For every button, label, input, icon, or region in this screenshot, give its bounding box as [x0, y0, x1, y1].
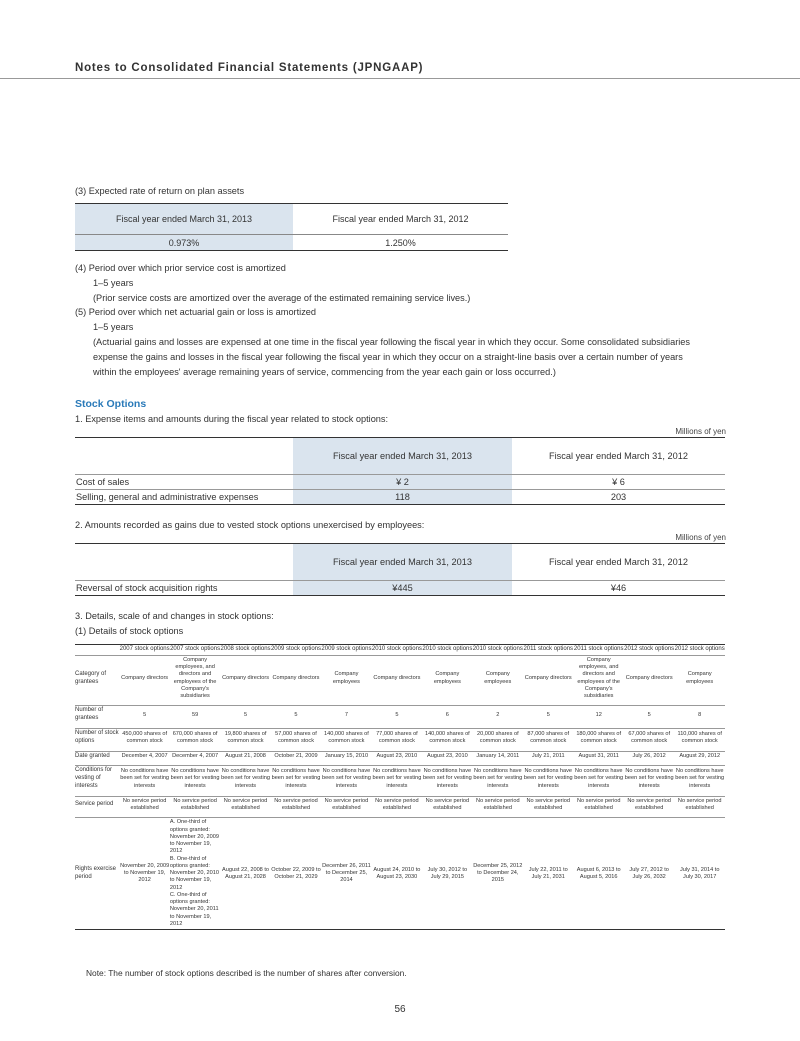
details-cell: August 22, 2008 to August 21, 2028	[220, 818, 270, 930]
details-row	[75, 818, 725, 930]
details-col-header: 2010 stock options	[422, 645, 472, 656]
details-cell: Company employees	[473, 655, 523, 701]
section-5-title: (5) Period over which net actuarial gain or loss is amortized	[75, 307, 317, 317]
details-row	[75, 706, 725, 724]
details-cell: No service period established	[321, 796, 371, 813]
stock-p3: 3. Details, scale of and changes in stock options:	[75, 611, 274, 621]
header-rule	[0, 78, 800, 79]
details-cell: 670,000 shares of common stock	[170, 728, 220, 746]
details-col-header: 2010 stock options	[473, 645, 523, 656]
details-cell: No conditions have been set for vesting interests	[573, 766, 623, 792]
details-cell: August 21, 2008	[220, 751, 270, 761]
cost-of-sales-2013: ¥ 2	[293, 475, 512, 490]
details-cell: No conditions have been set for vesting interests	[422, 766, 472, 792]
details-cell: No conditions have been set for vesting interests	[321, 766, 371, 792]
details-row-label: Service period	[75, 796, 119, 813]
details-cell: 6	[422, 706, 472, 724]
details-row	[75, 655, 725, 701]
details-row-label: Conditions for vesting of interests	[75, 766, 119, 792]
stock-p2: 2. Amounts recorded as gains due to vested stock options unexercised by employees:	[75, 520, 425, 530]
cost-of-sales-label: Cost of sales	[75, 475, 293, 490]
details-cell: No service period established	[422, 796, 472, 813]
details-cell: 57,000 shares of common stock	[271, 728, 321, 746]
unit-label-2: Millions of yen	[675, 533, 726, 542]
unit-label-1: Millions of yen	[675, 427, 726, 436]
details-cell: No conditions have been set for vesting interests	[523, 766, 573, 792]
details-cell: No service period established	[573, 796, 623, 813]
details-cell: No conditions have been set for vesting interests	[170, 766, 220, 792]
rate-2012: 1.250%	[293, 235, 508, 251]
details-cell: 2	[473, 706, 523, 724]
details-cell: 87,000 shares of common stock	[523, 728, 573, 746]
reversal-2013: ¥445	[293, 581, 512, 596]
section-4-line2: (Prior service costs are amortized over the average of the estimated remaining service lives.)	[93, 293, 471, 303]
section-4-title: (4) Period over which prior service cost is amortized	[75, 263, 286, 273]
details-cell: No conditions have been set for vesting interests	[119, 766, 169, 792]
details-cell: No conditions have been set for vesting interests	[473, 766, 523, 792]
sga-2012: 203	[512, 490, 725, 505]
reversal-2012: ¥46	[512, 581, 725, 596]
details-cell: No service period established	[119, 796, 169, 813]
section-3-title: (3) Expected rate of return on plan assets	[75, 186, 245, 196]
col-2013-header: Fiscal year ended March 31, 2013	[293, 438, 512, 475]
details-cell: A. One-third of options granted: November 20, 2009 to November 19, 2012 B. One-third of options granted: November 20, 2010 to November 19, 2012 C. One-third of options granted: November 20, 2011 to November 19, 2012	[170, 818, 220, 930]
details-cell: January 15, 2010	[321, 751, 371, 761]
page-number: 56	[394, 1004, 406, 1015]
stock-options-heading: Stock Options	[75, 398, 147, 410]
details-cell: July 26, 2012	[624, 751, 674, 761]
details-cell: 450,000 shares of common stock	[119, 728, 169, 746]
details-cell: Company directors	[372, 655, 422, 701]
col-2012-header: Fiscal year ended March 31, 2012	[512, 438, 725, 475]
details-cell: No service period established	[674, 796, 725, 813]
details-cell: January 14, 2011	[473, 751, 523, 761]
col-2013-header: Fiscal year ended March 31, 2013	[75, 204, 293, 235]
details-cell: 5	[220, 706, 270, 724]
return-rate-table	[75, 203, 508, 251]
details-cell: July 31, 2014 to July 30, 2017	[674, 818, 725, 930]
details-col-header: 2007 stock options	[119, 645, 169, 656]
details-cell: Company directors	[119, 655, 169, 701]
details-cell: 12	[573, 706, 623, 724]
details-cell: 7	[321, 706, 371, 724]
details-cell: October 22, 2009 to October 21, 2029	[271, 818, 321, 930]
details-cell: 67,000 shares of common stock	[624, 728, 674, 746]
details-cell: 59	[170, 706, 220, 724]
details-col-header: 2012 stock options	[624, 645, 674, 656]
details-row-label: Number of stock options	[75, 728, 119, 746]
section-5-line1: 1–5 years	[93, 322, 134, 332]
details-cell: No service period established	[372, 796, 422, 813]
details-cell: August 23, 2010	[372, 751, 422, 761]
details-cell: Company employees, and directors and employees of the Company's subsidiaries	[170, 655, 220, 701]
stock-p1: 1. Expense items and amounts during the fiscal year related to stock options:	[75, 414, 389, 424]
details-cell: December 25, 2012 to December 24, 2015	[473, 818, 523, 930]
details-cell: Company employees	[674, 655, 725, 701]
details-cell: 8	[674, 706, 725, 724]
reversal-table	[75, 543, 725, 596]
details-cell: August 31, 2011	[573, 751, 623, 761]
sga-2013: 118	[293, 490, 512, 505]
details-cell: 5	[119, 706, 169, 724]
details-cell: No conditions have been set for vesting interests	[624, 766, 674, 792]
details-row	[75, 751, 725, 761]
details-cell: October 21, 2009	[271, 751, 321, 761]
details-row	[75, 766, 725, 792]
sga-label: Selling, general and administrative expenses	[75, 490, 293, 505]
details-cell: August 6, 2013 to August 5, 2016	[573, 818, 623, 930]
details-col-header: 2011 stock options	[573, 645, 623, 656]
stock-options-details-table	[75, 644, 725, 930]
details-cell: No conditions have been set for vesting interests	[220, 766, 270, 792]
details-cell: 5	[624, 706, 674, 724]
details-cell: August 23, 2010	[422, 751, 472, 761]
details-row	[75, 728, 725, 746]
details-cell: Company employees, and directors and employees of the Company's subsidiaries	[573, 655, 623, 701]
details-cell: November 20, 2009 to November 19, 2012	[119, 818, 169, 930]
reversal-label: Reversal of stock acquisition rights	[75, 581, 293, 596]
details-col-header: 2011 stock options	[523, 645, 573, 656]
section-5-line3: expense the gains and losses in the fiscal year following the fiscal year in which they occur on a straight-line basis over a certain number of years	[93, 352, 683, 362]
details-col-header: 2009 stock options	[271, 645, 321, 656]
details-cell: August 24, 2010 to August 23, 2030	[372, 818, 422, 930]
details-cell: Company directors	[220, 655, 270, 701]
details-cell: July 30, 2012 to July 29, 2015	[422, 818, 472, 930]
details-cell: Company directors	[271, 655, 321, 701]
details-cell: No conditions have been set for vesting interests	[372, 766, 422, 792]
details-cell: 5	[271, 706, 321, 724]
details-cell: No service period established	[473, 796, 523, 813]
details-cell: Company employees	[321, 655, 371, 701]
details-cell: 20,000 shares of common stock	[473, 728, 523, 746]
section-4-line1: 1–5 years	[93, 278, 134, 288]
details-cell: 140,000 shares of common stock	[422, 728, 472, 746]
details-cell: 110,000 shares of common stock	[674, 728, 725, 746]
details-cell: 140,000 shares of common stock	[321, 728, 371, 746]
details-cell: 180,000 shares of common stock	[573, 728, 623, 746]
details-cell: July 22, 2011 to July 21, 2031	[523, 818, 573, 930]
details-cell: Company employees	[422, 655, 472, 701]
details-cell: July 21, 2011	[523, 751, 573, 761]
details-cell: No service period established	[271, 796, 321, 813]
details-cell: 77,000 shares of common stock	[372, 728, 422, 746]
details-cell: 5	[372, 706, 422, 724]
details-cell: No service period established	[523, 796, 573, 813]
rate-2013: 0.973%	[75, 235, 293, 251]
expense-table	[75, 437, 725, 505]
details-row	[75, 796, 725, 813]
details-cell: July 27, 2012 to July 26, 2032	[624, 818, 674, 930]
details-col-header: 2007 stock options	[170, 645, 220, 656]
details-col-header: 2010 stock options	[372, 645, 422, 656]
col-2012-header: Fiscal year ended March 31, 2012	[512, 544, 725, 581]
details-corner	[75, 645, 119, 656]
details-cell: No service period established	[624, 796, 674, 813]
details-col-header: 2012 stock options	[674, 645, 725, 656]
stock-p3a: (1) Details of stock options	[75, 626, 184, 636]
details-row-label: Date granted	[75, 751, 119, 761]
details-cell: December 4, 2007	[119, 751, 169, 761]
page-header: Notes to Consolidated Financial Statements (JPNGAAP)	[75, 62, 424, 74]
col-2013-header: Fiscal year ended March 31, 2013	[293, 544, 512, 581]
cost-of-sales-2012: ¥ 6	[512, 475, 725, 490]
section-5-line2: (Actuarial gains and losses are expensed at one time in the fiscal year following the fiscal year in which they occur. Some consolidated subsidiaries	[93, 337, 690, 347]
details-cell: 5	[523, 706, 573, 724]
col-2012-header: Fiscal year ended March 31, 2012	[293, 204, 508, 235]
details-cell: No conditions have been set for vesting interests	[271, 766, 321, 792]
details-cell: 19,800 shares of common stock	[220, 728, 270, 746]
details-row-label: Number of grantees	[75, 706, 119, 724]
details-col-header: 2008 stock options	[220, 645, 270, 656]
details-cell: Company directors	[523, 655, 573, 701]
details-cell: December 26, 2011 to December 25, 2014	[321, 818, 371, 930]
footnote: Note: The number of stock options described is the number of shares after conversion.	[86, 968, 407, 978]
details-row-label: Rights exercise period	[75, 818, 119, 930]
section-5-line4: within the employees' average remaining years of service, commencing from the year each gain or loss occurred.)	[93, 367, 556, 377]
details-col-header: 2009 stock options	[321, 645, 371, 656]
details-cell: Company directors	[624, 655, 674, 701]
details-row-label: Category of grantees	[75, 655, 119, 701]
details-cell: No service period established	[220, 796, 270, 813]
details-cell: No conditions have been set for vesting interests	[674, 766, 725, 792]
details-cell: December 4, 2007	[170, 751, 220, 761]
details-cell: No service period established	[170, 796, 220, 813]
details-cell: August 29, 2012	[674, 751, 725, 761]
